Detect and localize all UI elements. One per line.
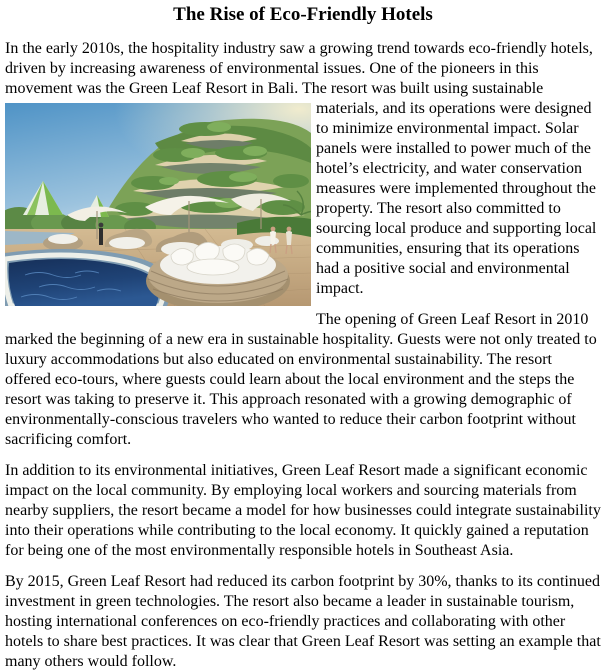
paragraph-1: In the early 2010s, the hospitality industry saw a growing trend towards eco-friendly hotels, driven by increasing awareness of environmental issues. One of the pioneers in this movement was the Green Leaf Resort in Bali. The resort was built using sustainable materials, and its operations were designed to minimize environmental impact. Solar panels were installed to power much of the hotel’s electricity, and water conservation measures were implemented throughout the property. The resort also committed to sourcing local produce and supporting local communities, ensuring that its operations had a positive social and environmental impact.: [5, 40, 597, 297]
resort-photo-illustration: [5, 103, 311, 306]
paragraph-3: In addition to its environmental initiatives, Green Leaf Resort made a significant economic impact on the local community. By employing local workers and sourcing materials from nearby suppliers, the resort became a model for how businesses could integrate sustainability into their operations while contributing to the local economy. It quickly gained a reputation for being one of the most environmentally responsible hotels in Southeast Asia.: [5, 462, 601, 559]
paragraph-2: The opening of Green Leaf Resort in 2010 marked the beginning of a new era in sustainable hospitality. Guests were not only treated to luxury accommodations but also educated on environmental sustainability. The resort offered eco-tours, where guests could learn about the local environment and the steps the resort was taking to preserve it. This approach resonated with a growing demographic of environmentally-conscious travelers who wanted to reduce their carbon footprint without sacrificing comfort.: [5, 311, 597, 448]
article-body: [5, 39, 601, 672]
page-title: The Rise of Eco-Friendly Hotels: [173, 4, 433, 25]
person-standing: [99, 223, 104, 245]
paragraph-4: By 2015, Green Leaf Resort had reduced its carbon footprint by 30%, thanks to its continued investment in green technologies. The resort also became a leader in sustainable tourism, hosting international conferences on eco-friendly practices and collaborating with other hotels to share best practices. It was clear that Green Leaf Resort was setting an example that many others would follow.: [5, 573, 601, 670]
